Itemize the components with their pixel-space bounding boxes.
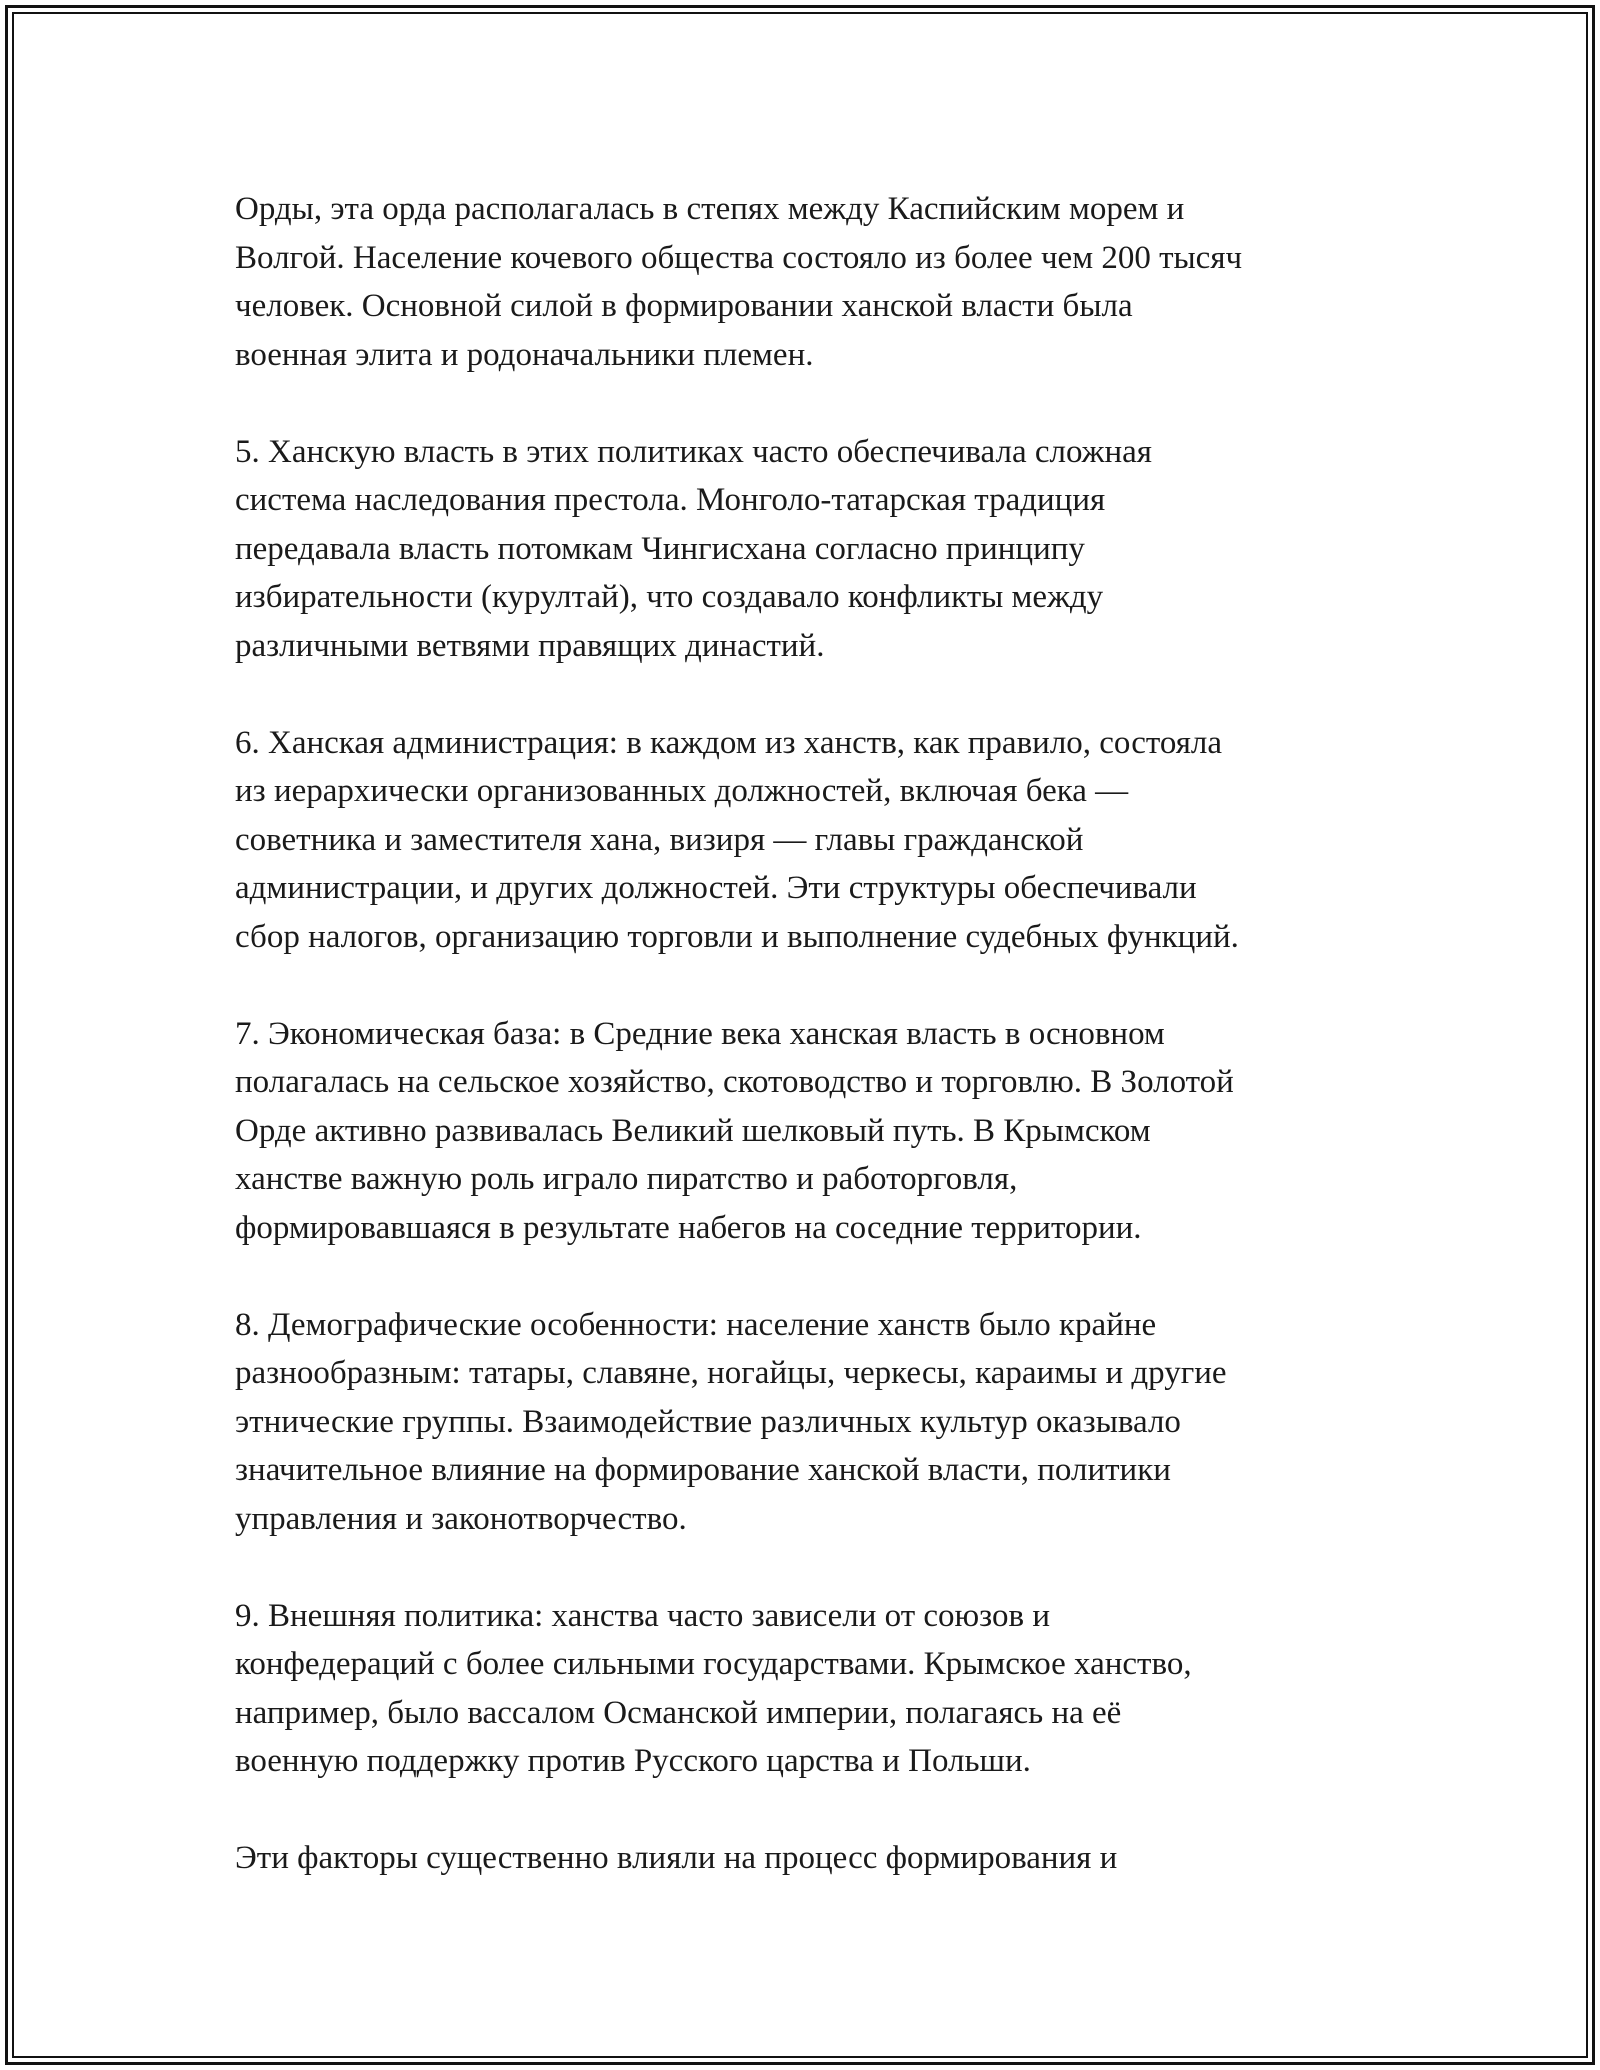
text-line: например, было вассалом Османской империи, полагаясь на её [235, 1694, 1122, 1731]
text-line: Орды, эта орда располагалась в степях между Каспийским морем и [235, 191, 1185, 227]
text-line: Эти факторы существенно влияли на процесс формирования и [235, 1840, 1118, 1876]
paragraph-item-5-succession [235, 428, 1375, 671]
text-line: военная элита и родоначальники племен. [235, 336, 814, 373]
text-line: сбор налогов, организацию торговли и выполнение судебных функций. [235, 918, 1239, 955]
text-line: система наследования престола. Монголо-татарская традиция [235, 482, 1106, 518]
text-line: администрации, и других должностей. Эти структуры обеспечивали [235, 870, 1197, 906]
text-line: избирательности (курултай), что создавало конфликты между [235, 579, 1104, 615]
text-line: разнообразным: татары, славяне, ногайцы, черкесы, караимы и другие [235, 1355, 1227, 1391]
text-line: 9. Внешняя политика: ханства часто зависели от союзов и [235, 1597, 1051, 1634]
text-line: формировавшаяся в результате набегов на соседние территории. [235, 1209, 1142, 1246]
text-line: военную поддержку против Русского царства и Польши. [235, 1743, 1031, 1779]
text-line: 6. Ханская администрация: в каждом из ханств, как правило, состояла [235, 724, 1223, 761]
paragraph-item-7-economy [235, 1010, 1375, 1253]
text-line: человек. Основной силой в формировании ханской власти была [235, 288, 1133, 324]
text-line: этнические группы. Взаимодействие различных культур оказывало [235, 1403, 1181, 1440]
text-line: конфедераций с более сильными государствами. Крымское ханство, [235, 1646, 1192, 1682]
text-line: 8. Демографические особенности: население ханств было крайне [235, 1306, 1157, 1343]
text-line: значительное влияние на формирование ханской власти, политики [235, 1452, 1171, 1488]
document-body [235, 185, 1375, 1883]
paragraph-orda-population [235, 185, 1375, 379]
text-line: полагалась на сельское хозяйство, скотоводство и торговлю. В Золотой [235, 1064, 1234, 1100]
paragraph-item-9-foreign-policy [235, 1592, 1375, 1786]
text-line: управления и законотворчество. [235, 1500, 687, 1537]
text-line: Орде активно развивалась Великий шелковый путь. В Крымском [235, 1112, 1151, 1149]
text-line: различными ветвями правящих династий. [235, 627, 825, 664]
text-line: ханстве важную роль играло пиратство и работорговля, [235, 1161, 1018, 1197]
paragraph-conclusion [235, 1834, 1375, 1883]
text-line: Волгой. Население кочевого общества состояло из более чем 200 тысяч [235, 239, 1243, 276]
text-line: передавала власть потомкам Чингисхана согласно принципу [235, 530, 1085, 567]
text-line: 5. Ханскую власть в этих политиках часто обеспечивала сложная [235, 433, 1152, 470]
paragraph-item-6-administration [235, 719, 1375, 962]
paragraph-item-8-demographics [235, 1301, 1375, 1544]
text-line: 7. Экономическая база: в Средние века ханская власть в основном [235, 1015, 1165, 1052]
text-line: из иерархически организованных должностей, включая бека — [235, 773, 1129, 809]
text-line: советника и заместителя хана, визиря — главы гражданской [235, 821, 1084, 858]
